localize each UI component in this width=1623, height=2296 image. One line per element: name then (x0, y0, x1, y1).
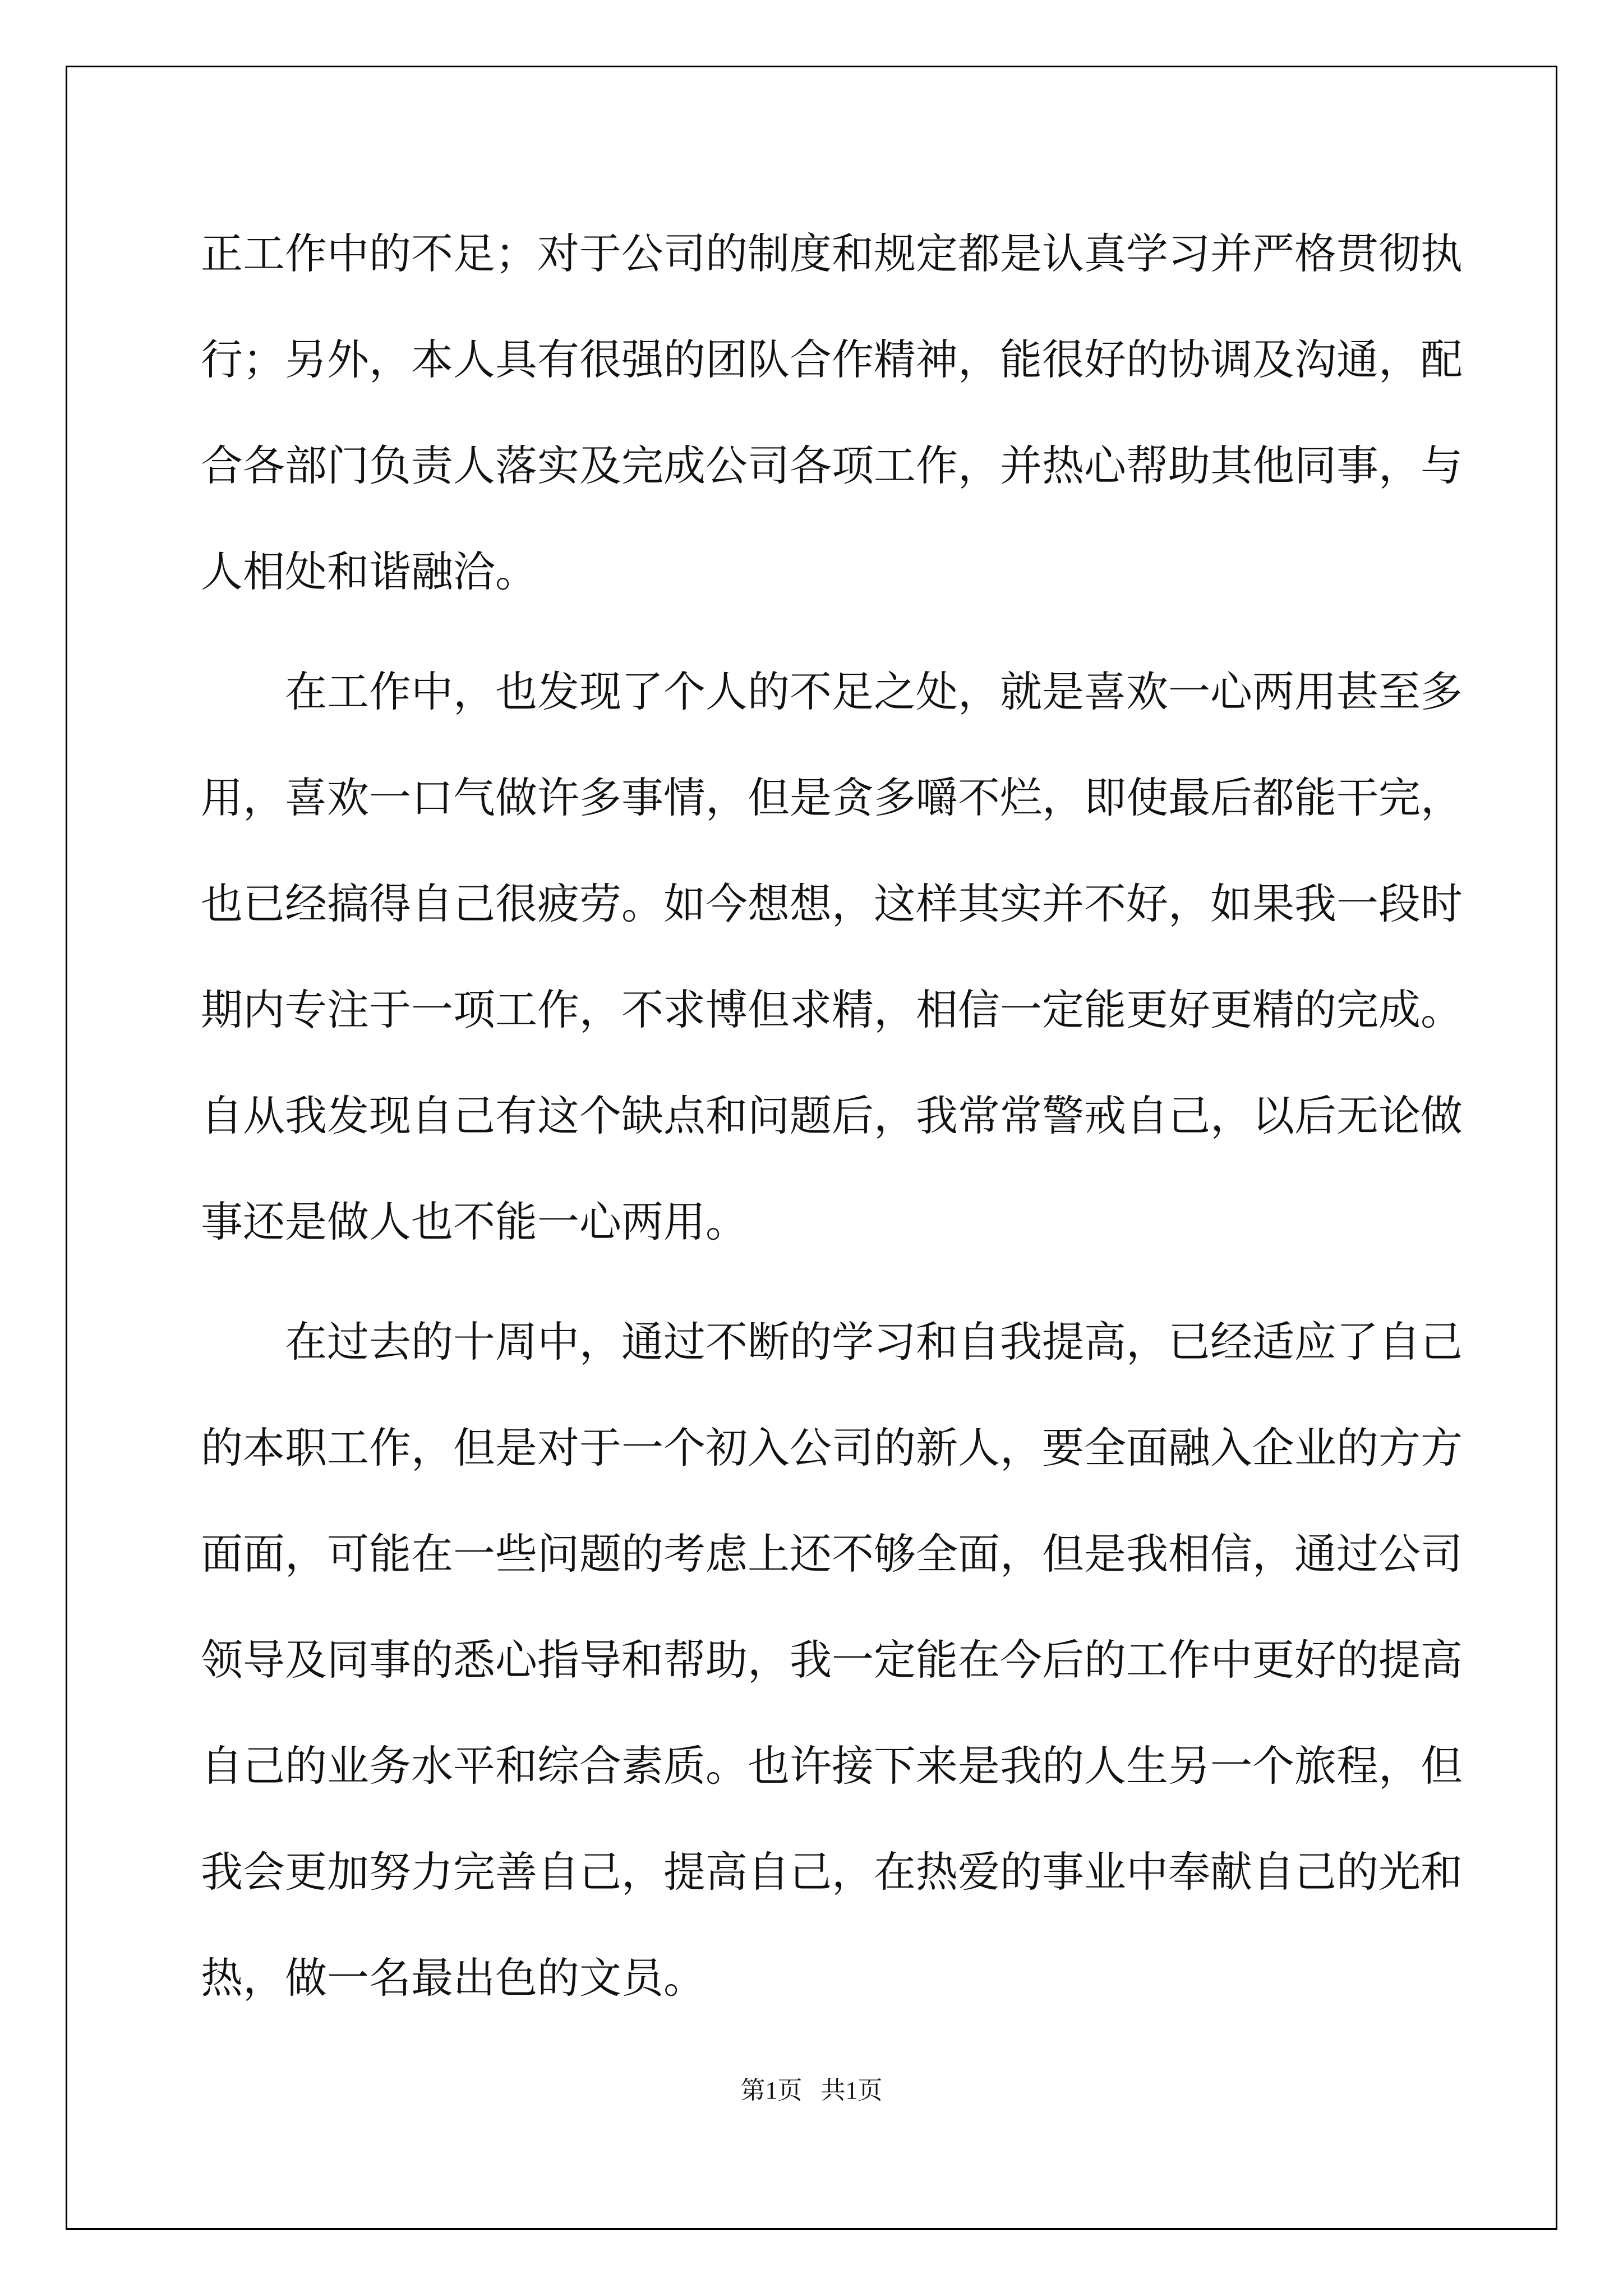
paragraph-3 (201, 1289, 1463, 2031)
text-line: 热，做一名最出色的文员。 (201, 1953, 706, 2003)
text-line: 事还是做人也不能一心两用。 (201, 1197, 748, 1246)
text-line: 行；另外，本人具有很强的团队合作精神，能很好的协调及沟通，配 (201, 335, 1463, 384)
text-line: 合各部门负责人落实及完成公司各项工作，并热心帮助其他同事，与 (201, 441, 1463, 490)
text-line: 期内专注于一项工作，不求博但求精，相信一定能更好更精的完成。 (201, 985, 1463, 1034)
text-line: 在工作中，也发现了个人的不足之处，就是喜欢一心两用甚至多 (201, 667, 1463, 716)
text-line: 在过去的十周中，通过不断的学习和自我提高，已经适应了自己 (201, 1317, 1463, 1366)
page-number-footer: 第1页 共1页 (740, 2077, 883, 2104)
text-line: 领导及同事的悉心指导和帮助，我一定能在今后的工作中更好的提高 (201, 1635, 1463, 1685)
text-line: 面面，可能在一些问题的考虑上还不够全面，但是我相信，通过公司 (201, 1529, 1463, 1579)
text-line: 用，喜欢一口气做许多事情，但是贪多嚼不烂，即使最后都能干完， (201, 773, 1463, 822)
paragraph-2 (201, 639, 1463, 1275)
document-body (201, 201, 1463, 2031)
text-line: 正工作中的不足；对于公司的制度和规定都是认真学习并严格贯彻执 (201, 229, 1463, 278)
paragraph-1 (201, 201, 1463, 625)
text-line: 也已经搞得自己很疲劳。如今想想，这样其实并不好，如果我一段时 (201, 879, 1463, 928)
text-line: 人相处和谐融洽。 (201, 547, 538, 596)
text-line: 我会更加努力完善自己，提高自己，在热爱的事业中奉献自己的光和 (201, 1847, 1463, 1897)
text-line: 自己的业务水平和综合素质。也许接下来是我的人生另一个旅程，但 (201, 1741, 1463, 1791)
text-line: 自从我发现自己有这个缺点和问题后，我常常警戒自己，以后无论做 (201, 1091, 1463, 1140)
text-line: 的本职工作，但是对于一个初入公司的新人，要全面融入企业的方方 (201, 1423, 1463, 1473)
